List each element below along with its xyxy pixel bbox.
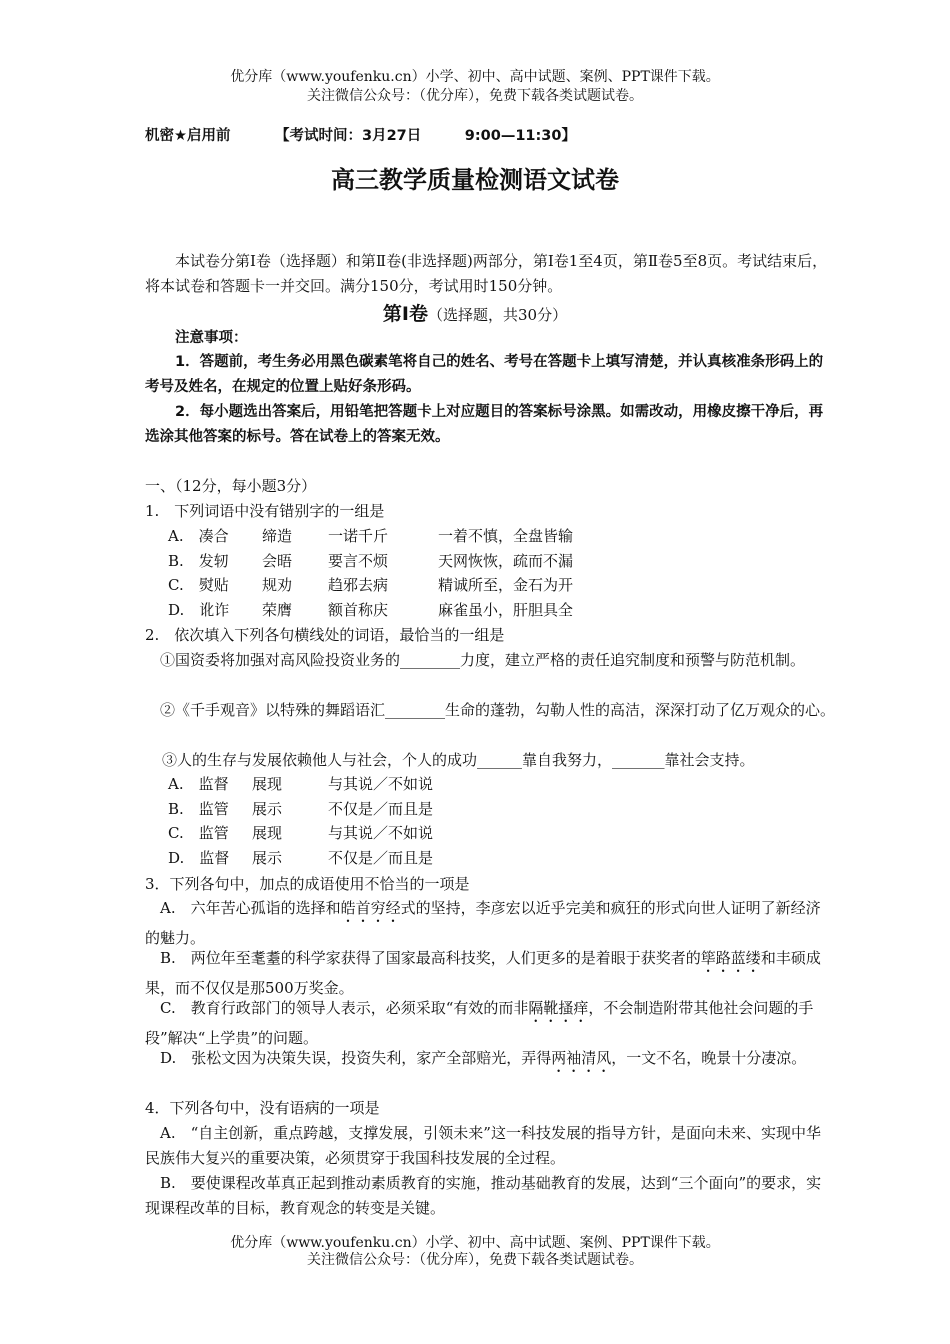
dotted-idiom-c: 隔靴搔痒: [528, 999, 589, 1017]
question-2-option-a-col-2: 展现: [252, 775, 283, 793]
question-2-option-c-col-1: C. 监管: [168, 824, 229, 842]
question-1-option-d-col-3: 额首称庆: [328, 600, 389, 619]
question-4-option-b: B. 要使课程改革真正起到推动素质教育的实施，推动基础教育的发展，达到“三个面向”的要求，实现课程改革的目标，教育观念的转变是关键。: [145, 1174, 822, 1217]
question-1-option-c-col-1: C. 熨贴: [168, 576, 229, 594]
question-1-option-b-col-2: 会晤: [262, 551, 293, 570]
question-1-option-c-col-4: 精诚所至，金石为开: [438, 576, 574, 594]
footer-line-1: 优分库（www.youfenku.cn）小学、初中、高中试题、案例、PPT课件下载。: [230, 1235, 720, 1251]
question-2-option-d-col-2: 展示: [252, 848, 283, 867]
question-2-sentence-2: ②《千手观音》以特殊的舞蹈语汇________生命的蓬勃，勾勒人性的高洁，深深打动了亿万观众的心。: [160, 701, 836, 719]
page-title: 高三教学质量检测语文试卷: [331, 166, 619, 194]
section-heading: [0, 299, 950, 326]
question-3-stem: 3．下列各句中，加点的成语使用不恰当的一项是: [145, 875, 470, 893]
question-2-option-a-col-3: 与其说／不如说: [328, 775, 434, 793]
dotted-idiom-d: 两袖清风: [551, 1049, 612, 1067]
question-2-option-b-col-1: B. 监管: [168, 799, 229, 818]
question-3-option-c: C. 教育行政部门的领导人表示，必须采取“有效的而非隔靴搔痒，不会制造附带其他社会问题的手段”解决“上学贵”的问题。: [145, 999, 814, 1047]
question-1-option-d-col-2: 荣膺: [262, 600, 293, 619]
question-3-option-d: D. 张松文因为决策失误，投资失利，家产全部赔光，弄得两袖清风，一文不名，晚景十分凄凉。: [160, 1049, 807, 1067]
question-1-option-c-col-3: 趋邪去病: [328, 576, 389, 594]
dotted-idiom-a: 皓首穷经: [340, 899, 401, 917]
question-3-option-b: B. 两位年至耄耋的科学家获得了国家最高科技奖，人们更多的是着眼于获奖者的筚路蓝缕和丰硕成果，而不仅仅是那500万奖金。: [145, 949, 821, 997]
section-title: 第Ⅰ卷: [382, 303, 428, 325]
question-1-option-d-col-4: 麻雀虽小，肝胆具全: [438, 600, 574, 619]
notice-heading: 注意事项：: [175, 330, 248, 346]
exam-time: 【考试时间：3月27日 9:00—11:30】: [275, 128, 576, 144]
question-1-option-d-col-1: D. 讹诈: [168, 600, 230, 619]
header-line-2: 关注微信公众号：（优分库），免费下载各类试题试卷。: [307, 88, 643, 104]
question-4-option-a: A. “自主创新，重点跨越，支撑发展，引领未来”这一科技发展的指导方针，是面向未来、实现中华民族伟大复兴的重要决策，必须贯穿于我国科技发展的全过程。: [145, 1124, 821, 1167]
question-2-sentence-1: ①国资委将加强对高风险投资业务的________力度，建立严格的责任追究制度和预警与防范机制。: [160, 651, 806, 669]
question-1-option-b-col-1: B. 发轫: [168, 551, 229, 570]
notice-item-2: 2．每小题选出答案后，用铅笔把答题卡上对应题目的答案标号涂黑。如需改动，用橡皮擦干净后，再选涂其他答案的标号。答在试卷上的答案无效。: [145, 404, 824, 445]
question-1-option-a-col-2: 缔造: [262, 527, 293, 545]
question-2-option-d-col-1: D. 监督: [168, 848, 230, 867]
part-heading: 一、（12分，每小题3分）: [145, 477, 317, 495]
question-2-sentence-3: ③人的生存与发展依赖他人与社会，个人的成功______靠自我努力，_______靠社会支持。: [162, 751, 755, 769]
question-1-stem: 1. 下列词语中没有错别字的一组是: [145, 502, 385, 520]
question-1-option-a-col-3: 一诺千斤: [328, 527, 389, 545]
question-2-option-a-col-1: A. 监督: [168, 775, 229, 793]
question-1-option-a-col-1: A. 凑合: [168, 527, 229, 545]
question-2-option-b-col-2: 展示: [252, 799, 283, 818]
section-subtitle: （选择题，共30分）: [427, 306, 568, 324]
intro-paragraph: 本试卷分第Ⅰ卷（选择题）和第Ⅱ卷(非选择题)两部分，第Ⅰ卷1至4页，第Ⅱ卷5至8页。考试结束后，将本试卷和答题卡一并交回。满分150分，考试用时150分钟。: [145, 252, 828, 295]
question-2-option-c-col-2: 展现: [252, 824, 283, 842]
question-2-option-c-col-3: 与其说／不如说: [328, 824, 434, 842]
header-line-1: 优分库（www.youfenku.cn）小学、初中、高中试题、案例、PPT课件下载。: [230, 69, 720, 85]
question-2-option-b-col-3: 不仅是／而且是: [328, 799, 434, 818]
question-2-option-d-col-3: 不仅是／而且是: [328, 848, 434, 867]
footer-line-2: 关注微信公众号：（优分库），免费下载各类试题试卷。: [307, 1252, 643, 1268]
question-1-option-b-col-4: 天网恢恢，疏而不漏: [438, 551, 574, 570]
question-1-option-b-col-3: 要言不烦: [328, 551, 389, 570]
dotted-idiom-b: 筚路蓝缕: [700, 949, 761, 967]
notice-item-1: 1．答题前，考生务必用黑色碳素笔将自己的姓名、考号在答题卡上填写清楚，并认真核准条形码上的考号及姓名，在规定的位置上贴好条形码。: [145, 354, 824, 395]
confidential-label: 机密★启用前: [145, 128, 231, 144]
question-1-option-c-col-2: 规劝: [262, 576, 293, 594]
question-3-option-a: A. 六年苦心孤诣的选择和皓首穷经式的坚持，李彦宏以近乎完美和疯狂的形式向世人证明了新经济的魅力。: [145, 899, 821, 947]
question-4-stem: 4．下列各句中，没有语病的一项是: [145, 1099, 380, 1117]
question-1-option-a-col-4: 一着不慎，全盘皆输: [438, 527, 574, 545]
question-2-stem: 2. 依次填入下列各句横线处的词语，最恰当的一组是: [145, 626, 505, 644]
